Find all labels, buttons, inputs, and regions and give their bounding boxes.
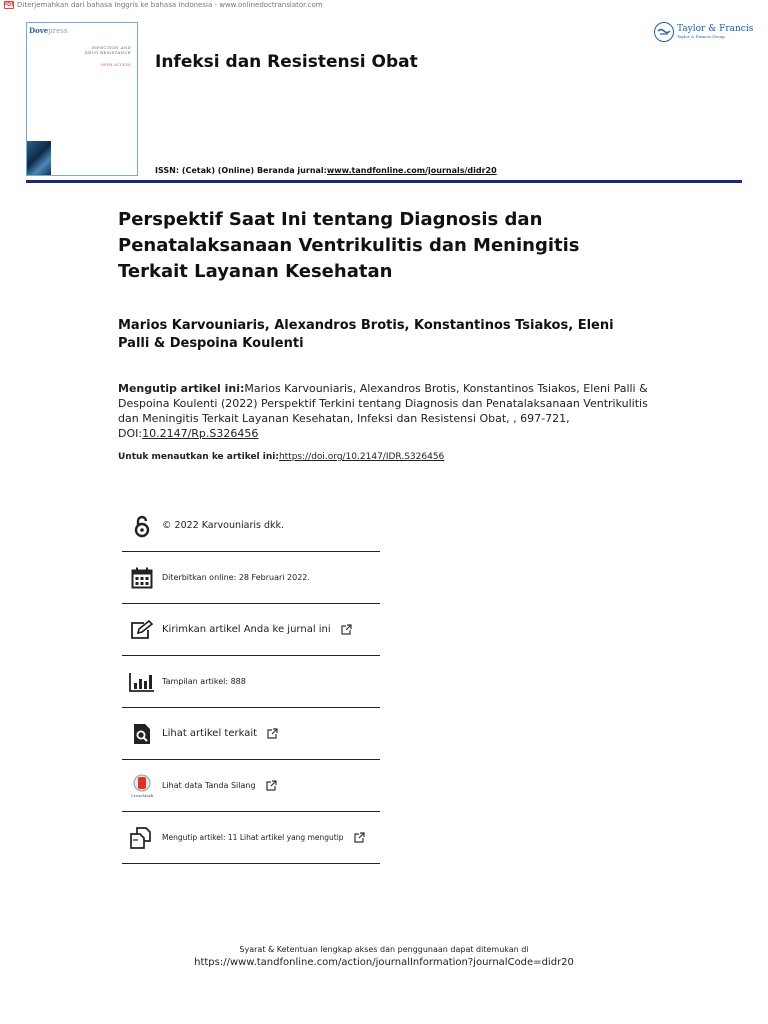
article-link-label: Untuk menautkan ke artikel ini: [118, 452, 279, 462]
issn-line [155, 166, 497, 175]
info-row-citing[interactable] [122, 812, 380, 864]
pdf-icon: PDF [3, 2, 15, 8]
citing-articles-icon [124, 827, 160, 849]
info-row-views [122, 656, 380, 708]
publisher-logo-icon [654, 22, 674, 42]
info-row-crossmark[interactable] [122, 760, 380, 812]
article-info-list [122, 500, 380, 864]
citing-articles-link[interactable]: Mengutip artikel: 11 Lihat artikel yang mengutip [162, 833, 344, 842]
search-document-icon [124, 723, 160, 745]
article-doi-url[interactable]: https://doi.org/10.2147/IDR.S326456 [278, 452, 445, 462]
translator-text: Diterjemahkan dari bahasa Inggris ke bahasa Indonesia - www.onlinedoctranslator.com [17, 1, 323, 9]
article-views-text: Tampilan artikel: 888 [162, 677, 246, 686]
cover-title: INFECTION AND DRUG RESISTANCE [84, 45, 131, 55]
doi-link[interactable]: 10.2147/Rp.S326456 [142, 427, 259, 440]
citation-block [118, 381, 648, 441]
info-row-published [122, 552, 380, 604]
info-row-copyright [122, 500, 380, 552]
crossmark-icon [124, 774, 160, 798]
crossmark-link[interactable]: Lihat data Tanda Silang [162, 781, 256, 790]
header-divider [26, 180, 742, 183]
footer [0, 945, 768, 968]
info-row-related[interactable] [122, 708, 380, 760]
edit-icon [124, 620, 160, 640]
publisher-name: Taylor & Francis [677, 24, 754, 34]
footer-terms-link[interactable]: https://www.tandfonline.com/action/journalInformation?journalCode=didr20 [194, 957, 574, 968]
external-link-icon[interactable] [266, 780, 277, 791]
calendar-icon [124, 567, 160, 589]
journal-homepage-link[interactable]: www.tandfonline.com/journals/didr20 [326, 166, 497, 175]
copyright-text: © 2022 Karvouniaris dkk. [162, 520, 285, 531]
journal-name: Infeksi dan Resistensi Obat [155, 52, 418, 72]
bar-chart-icon [124, 672, 160, 692]
issn-text: ISSN: (Cetak) (Online) Beranda jurnal: [155, 166, 327, 175]
external-link-icon[interactable] [354, 832, 365, 843]
crossmark-sublabel: CrossMark [130, 792, 154, 798]
publisher-group: Taylor & Francis Group [677, 34, 725, 39]
dovepress-logo: Dovepress [29, 26, 68, 35]
info-row-submit[interactable] [122, 604, 380, 656]
translator-banner [4, 0, 323, 10]
submit-article-link[interactable]: Kirimkan artikel Anda ke jurnal ini [162, 624, 331, 635]
publisher-logo[interactable] [654, 22, 753, 42]
citation-text: Marios Karvouniaris, Alexandros Brotis, Konstantinos Tsiakos, Eleni Palli & Despoina Koulenti (2022) Perspektif Terkini tentang Diagnosis dan Penatalaksanaan Ventrikulitis dan Meningitis Terkait Layanan Kesehatan, Infeksi dan Resistensi Obat, , 697-721, DOI: [118, 382, 648, 440]
article-title: Perspektif Saat Ini tentang Diagnosis dan Penatalaksanaan Ventrikulitis dan Meningitis Terkait Layanan Kesehatan [118, 209, 580, 282]
journal-cover [26, 22, 138, 176]
open-access-icon [124, 514, 160, 538]
cover-open-access: OPEN ACCESS [100, 63, 131, 67]
cover-image [27, 141, 51, 175]
citation-label: Mengutip artikel ini: [118, 382, 245, 395]
external-link-icon[interactable] [267, 728, 278, 739]
article-link-block [118, 451, 648, 463]
article-authors: Marios Karvouniaris, Alexandros Brotis, Konstantinos Tsiakos, Eleni Palli & Despoina Koulenti [118, 318, 614, 351]
published-date-text: Diterbitkan online: 28 Februari 2022. [162, 573, 310, 582]
external-link-icon[interactable] [341, 624, 352, 635]
related-articles-link[interactable]: Lihat artikel terkait [162, 728, 258, 739]
footer-terms-text: Syarat & Ketentuan lengkap akses dan penggunaan dapat ditemukan di [239, 945, 529, 954]
